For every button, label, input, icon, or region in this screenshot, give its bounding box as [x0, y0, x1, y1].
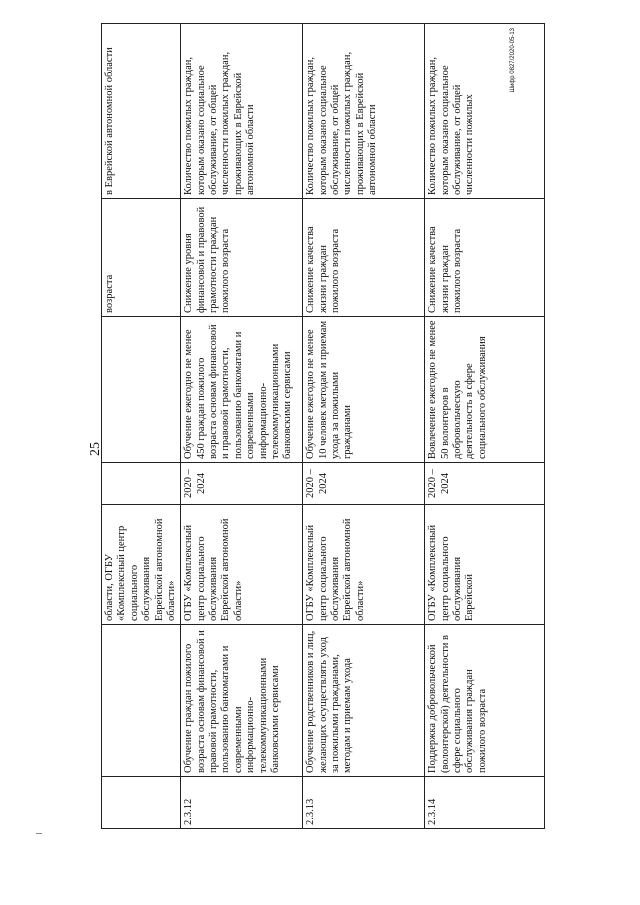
table-row [303, 24, 425, 829]
measure-name-cell: Поддержка добровольческой (волонтерской) деятельности в сфере социального обслуживания граждан пожилого возраста [425, 625, 545, 777]
risk-cell: возраста [102, 199, 181, 317]
scan-edge-mark [36, 833, 42, 834]
measures-table [101, 23, 545, 829]
years-cell: 2020 – 2024 [303, 463, 425, 505]
risk-cell: Снижение уровня финансовой и правовой грамотности граждан пожилого возраста [181, 199, 303, 317]
indicator-cell: Количество пожилых граждан, которым оказано социальное обслуживание, от общей численности пожилых граждан, проживающих в Еврейской автономной области [303, 24, 425, 199]
measure-name-cell: Обучение родственников и лиц, желающих осуществлять уход за пожилыми гражданами, методам и приемам ухода [303, 625, 425, 777]
executor-cell: ОГБУ «Комплексный центр социального обслуживания Еврейской [425, 505, 545, 625]
row-number-cell: 2.3.12 [181, 777, 303, 829]
expected-result-cell: Обучение ежегодно не менее 10 человек методам и приемам ухода за пожилыми гражданами [303, 317, 425, 463]
rotated-table-container [101, 24, 531, 829]
risk-cell: Снижение качества жизни граждан пожилого возраста [425, 199, 545, 317]
indicator-cell: в Еврейской автономной области [102, 24, 181, 199]
indicator-cell: Количество пожилых граждан, которым оказано социальное обслуживание, от общей численности пожилых [425, 24, 545, 199]
indicator-cell: Количество пожилых граждан, которым оказано социальное обслуживание, от общей численности пожилых граждан, проживающих в Еврейской автономной области [181, 24, 303, 199]
years-cell: 2020 – 2024 [425, 463, 545, 505]
row-number-cell [102, 777, 181, 829]
expected-result-cell: Вовлечение ежегодно не менее 50 волонтеров в добровольческую деятельность в сфере социального обслуживания [425, 317, 545, 463]
expected-result-cell [102, 317, 181, 463]
executor-cell: ОГБУ «Комплексный центр социального обслуживания Еврейской автономной области» [181, 505, 303, 625]
page-number: 25 [88, 442, 103, 456]
row-number-cell: 2.3.14 [425, 777, 545, 829]
executor-cell: ОГБУ «Комплексный центр социального обслуживания Еврейской автономной области» [303, 505, 425, 625]
table-row [102, 24, 181, 829]
expected-result-cell: Обучение ежегодно не менее 450 граждан пожилого возраста основам финансовой и правовой грамотности, пользованию банкоматами и современными информационно-телекоммуникационными банковскими сервисами [181, 317, 303, 463]
executor-cell: области, ОГБУ «Комплексный центр социального обслуживания Еврейской автономной области» [102, 505, 181, 625]
document-stamp: Шифр 0827/2020-05-13 [510, 28, 516, 93]
row-number-cell: 2.3.13 [303, 777, 425, 829]
measure-name-cell [102, 625, 181, 777]
years-cell: 2020 – 2024 [181, 463, 303, 505]
table-row [181, 24, 303, 829]
measure-name-cell: Обучение граждан пожилого возраста основам финансовой и правовой грамотности, пользованию банкоматами и современными информационно-телекоммуникационными банковскими сервисами [181, 625, 303, 777]
table-row [425, 24, 545, 829]
years-cell [102, 463, 181, 505]
risk-cell: Снижение качества жизни граждан пожилого возраста [303, 199, 425, 317]
